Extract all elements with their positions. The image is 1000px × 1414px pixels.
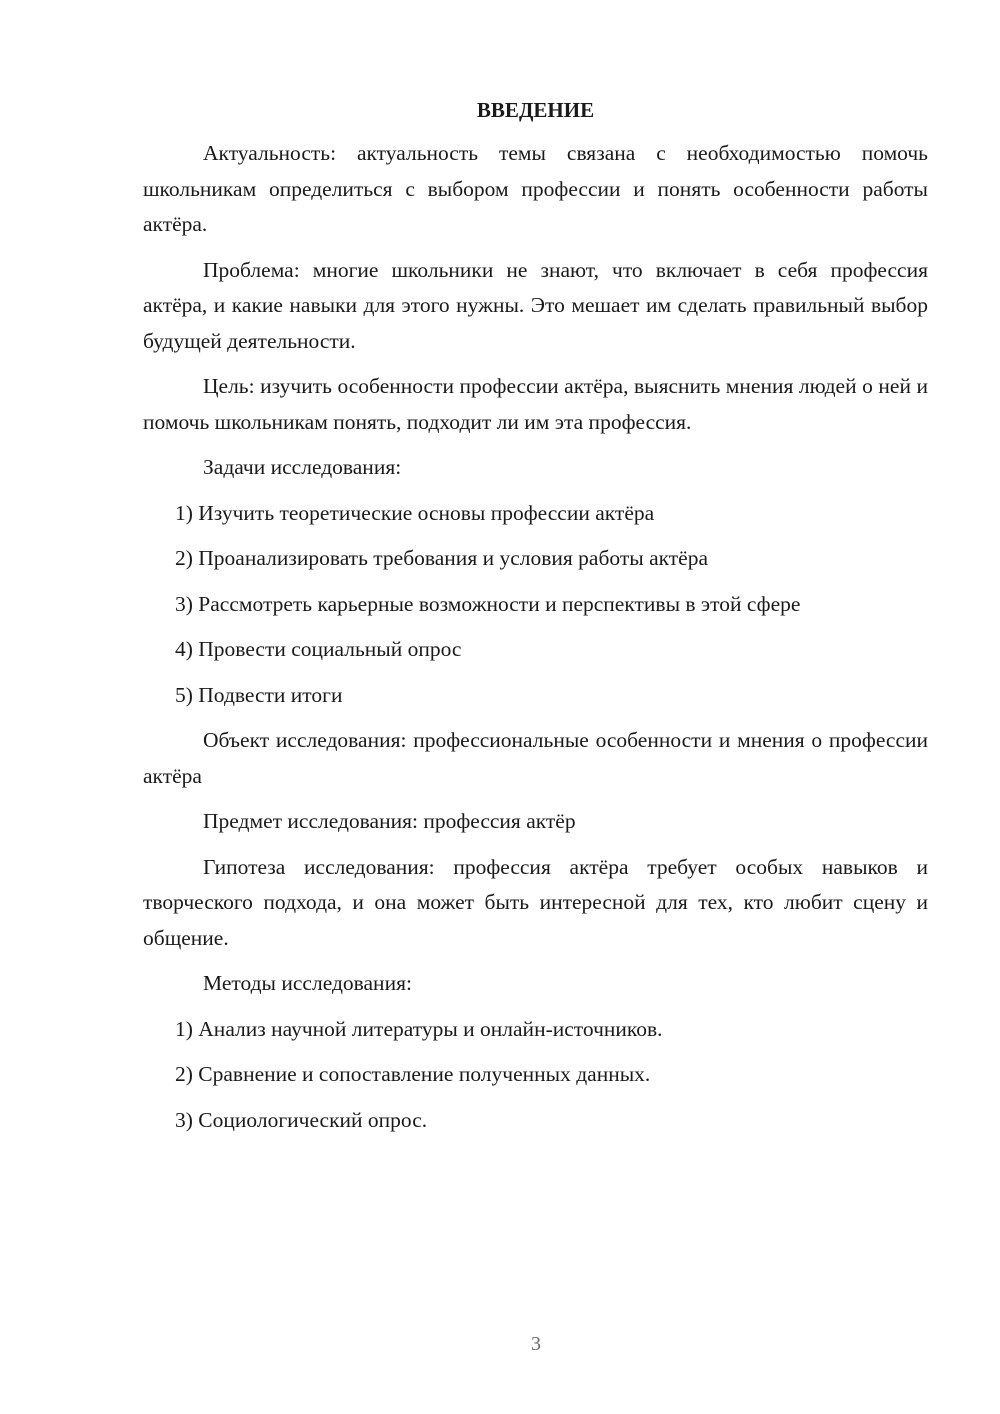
tasks-list: [143, 496, 928, 714]
document-page: [143, 96, 928, 1148]
methods-list: [143, 1012, 928, 1139]
tasks-heading: Задачи исследования:: [203, 455, 402, 479]
section-title: ВВЕДЕНИЕ: [476, 98, 595, 122]
hypothesis-paragraph: Гипотеза исследования: профессия актёра требует особых навыков и творческого подхода, и она может быть интересной для тех, кто любит сцену и общение.: [143, 854, 928, 950]
relevance-paragraph: Актуальность: актуальность темы связана с необходимостью помочь школьникам определиться с выбором профессии и понять особенности работы актёра.: [143, 141, 928, 236]
list-item: 1) Анализ научной литературы и онлайн-источников.: [175, 1016, 663, 1041]
page-number: 3: [531, 1333, 541, 1355]
list-item: 2) Сравнение и сопоставление полученных данных.: [175, 1062, 651, 1086]
list-item: 2) Проанализировать требования и условия работы актёра: [175, 546, 709, 570]
list-item: 3) Социологический опрос.: [175, 1107, 428, 1132]
list-item: 3) Рассмотреть карьерные возможности и перспективы в этой сфере: [175, 591, 801, 616]
subject-paragraph: Предмет исследования: профессия актёр: [203, 809, 576, 833]
object-paragraph: Объект исследования: профессиональные особенности и мнения о профессии актёра: [143, 728, 928, 788]
problem-paragraph: Проблема: многие школьники не знают, что включает в себя профессия актёра, и какие навыки для этого нужны. Это мешает им сделать правильный выбор будущей деятельности.: [143, 257, 928, 353]
list-item: 4) Провести социальный опрос: [175, 637, 462, 661]
list-item: 1) Изучить теоретические основы профессии актёра: [175, 500, 655, 525]
goal-paragraph: Цель: изучить особенности профессии актёра, выяснить мнения людей о ней и помочь школьникам понять, подходит ли им эта профессия.: [143, 374, 928, 434]
list-item: 5) Подвести итоги: [175, 682, 343, 707]
methods-heading: Методы исследования:: [203, 971, 412, 995]
